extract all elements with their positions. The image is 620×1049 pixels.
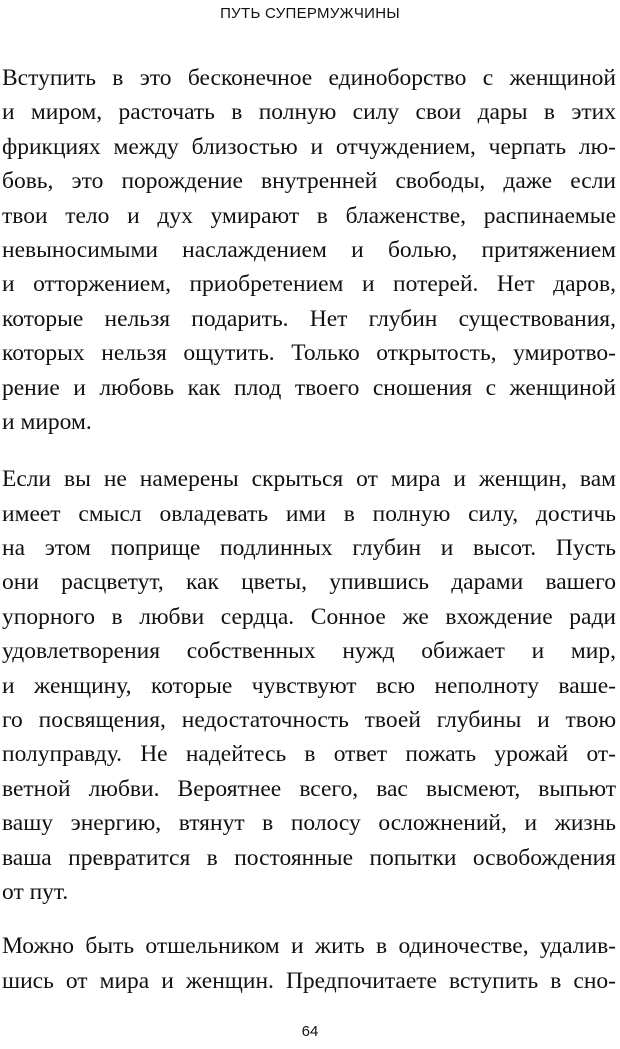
paragraph-3 bbox=[2, 929, 616, 998]
text-line: ветной любви. Вероятнее всего, вас высмеют, выпьют bbox=[2, 775, 616, 802]
body-text bbox=[2, 61, 616, 998]
paragraph-2 bbox=[2, 462, 616, 909]
text-line: бовь, это порождение внутренней свободы, даже если bbox=[2, 168, 616, 195]
text-line: и женщину, которые чувствуют всю неполноту ваше- bbox=[2, 672, 616, 699]
paragraph-1 bbox=[2, 61, 616, 439]
text-line: фрикциях между близостью и отчуждением, черпать лю- bbox=[2, 133, 616, 160]
text-line: которых нельзя ощутить. Только открытость, умиротво- bbox=[2, 340, 616, 367]
text-line: невыносимыми наслаждением и болью, притяжением bbox=[2, 236, 616, 263]
text-line: на этом поприще подлинных глубин и высот. Пусть bbox=[2, 535, 616, 562]
text-line: шись от мира и женщин. Предпочитаете вступить в сно- bbox=[2, 967, 616, 994]
text-line: они расцветут, как цветы, упившись дарами вашего bbox=[2, 569, 616, 596]
running-header: ПУТЬ СУПЕРМУЖЧИНЫ bbox=[220, 5, 400, 22]
text-line: твои тело и дух умирают в блаженстве, распинаемые bbox=[2, 202, 616, 229]
text-line: Вступить в это бесконечное единоборство с женщиной bbox=[2, 65, 616, 91]
text-line: и миром. bbox=[2, 408, 92, 435]
text-line: вашу энергию, втянут в полосу осложнений, и жизнь bbox=[2, 810, 616, 837]
text-line: упорного в любви сердца. Сонное же вхождение ради bbox=[2, 603, 616, 630]
paragraph-spacer bbox=[2, 909, 616, 929]
text-line: и отторжением, приобретением и потерей. Нет даров, bbox=[2, 271, 616, 298]
text-line: го посвящения, недостаточность твоей глубины и твою bbox=[2, 707, 616, 734]
text-line: ваша превратится в постоянные попытки освобождения bbox=[2, 844, 616, 871]
text-line: рение и любовь как плод твоего сношения с женщиной bbox=[2, 374, 616, 401]
text-line: Если вы не намерены скрыться от мира и женщин, вам bbox=[2, 466, 616, 493]
text-line: полуправду. Не надейтесь в ответ пожать урожай от- bbox=[2, 741, 616, 768]
paragraph-spacer bbox=[2, 439, 616, 462]
text-line: и миром, расточать в полную силу свои дары в этих bbox=[2, 99, 616, 126]
text-line: имеет смысл овладевать ими в полную силу, достичь bbox=[2, 500, 616, 527]
text-line: которые нельзя подарить. Нет глубин существования, bbox=[2, 305, 616, 332]
text-line: удовлетворения собственных нужд обижает и мир, bbox=[2, 638, 616, 665]
page-number: 64 bbox=[301, 1023, 319, 1040]
text-line: Можно быть отшельником и жить в одиночестве, удалив- bbox=[2, 933, 616, 960]
text-line: от пут. bbox=[2, 878, 69, 905]
